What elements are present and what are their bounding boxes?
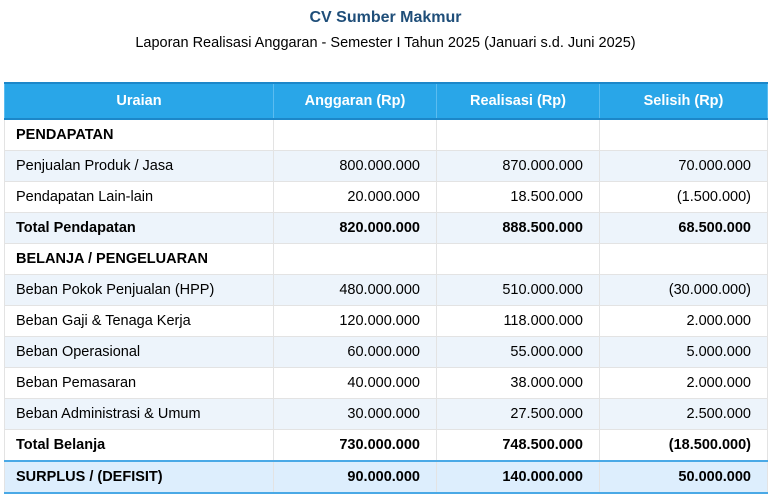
- cell-anggaran: 90.000.000: [274, 461, 437, 493]
- cell-selisih: 68.500.000: [600, 213, 768, 244]
- cell-realisasi: 140.000.000: [437, 461, 600, 493]
- cell-anggaran: 120.000.000: [274, 306, 437, 337]
- column-header-anggaran: Anggaran (Rp): [274, 83, 437, 119]
- table-row: [5, 275, 768, 306]
- budget-realization-table: [4, 82, 768, 494]
- cell-realisasi: 55.000.000: [437, 337, 600, 368]
- table-row: [5, 337, 768, 368]
- cell-selisih: 2.000.000: [600, 368, 768, 399]
- cell-selisih: (18.500.000): [600, 430, 768, 462]
- section-row: [5, 119, 768, 151]
- row-label: Penjualan Produk / Jasa: [5, 151, 274, 182]
- row-label: Beban Pemasaran: [5, 368, 274, 399]
- cell-selisih: [600, 244, 768, 275]
- cell-selisih: 50.000.000: [600, 461, 768, 493]
- table-row: [5, 399, 768, 430]
- cell-realisasi: 27.500.000: [437, 399, 600, 430]
- company-name: CV Sumber Makmur: [309, 9, 462, 26]
- cell-selisih: 70.000.000: [600, 151, 768, 182]
- row-label: Beban Operasional: [5, 337, 274, 368]
- cell-anggaran: 730.000.000: [274, 430, 437, 462]
- cell-anggaran: 60.000.000: [274, 337, 437, 368]
- table-row: [5, 368, 768, 399]
- table-row: [5, 151, 768, 182]
- row-label: SURPLUS / (DEFISIT): [5, 461, 274, 493]
- table-row: [5, 182, 768, 213]
- cell-anggaran: 30.000.000: [274, 399, 437, 430]
- cell-realisasi: 118.000.000: [437, 306, 600, 337]
- cell-realisasi: 870.000.000: [437, 151, 600, 182]
- report-subtitle: Laporan Realisasi Anggaran - Semester I Tahun 2025 (Januari s.d. Juni 2025): [135, 35, 636, 51]
- cell-realisasi: [437, 119, 600, 151]
- cell-realisasi: 510.000.000: [437, 275, 600, 306]
- section-row: [5, 244, 768, 275]
- row-label: BELANJA / PENGELUARAN: [5, 244, 274, 275]
- row-label: Beban Pokok Penjualan (HPP): [5, 275, 274, 306]
- cell-realisasi: 18.500.000: [437, 182, 600, 213]
- surplus-row: [5, 461, 768, 493]
- cell-anggaran: [274, 119, 437, 151]
- cell-realisasi: 748.500.000: [437, 430, 600, 462]
- cell-selisih: 5.000.000: [600, 337, 768, 368]
- row-label: Total Belanja: [5, 430, 274, 462]
- cell-anggaran: 800.000.000: [274, 151, 437, 182]
- table-body: [5, 119, 768, 493]
- cell-anggaran: 820.000.000: [274, 213, 437, 244]
- row-label: Beban Gaji & Tenaga Kerja: [5, 306, 274, 337]
- row-label: PENDAPATAN: [5, 119, 274, 151]
- cell-selisih: 2.000.000: [600, 306, 768, 337]
- row-label: Total Pendapatan: [5, 213, 274, 244]
- table-row: [5, 306, 768, 337]
- cell-anggaran: [274, 244, 437, 275]
- column-header-selisih: Selisih (Rp): [600, 83, 768, 119]
- cell-selisih: 2.500.000: [600, 399, 768, 430]
- cell-anggaran: 480.000.000: [274, 275, 437, 306]
- column-header-uraian: Uraian: [5, 83, 274, 119]
- cell-anggaran: 20.000.000: [274, 182, 437, 213]
- table-header-row: [5, 83, 768, 119]
- column-header-realisasi: Realisasi (Rp): [437, 83, 600, 119]
- cell-selisih: (1.500.000): [600, 182, 768, 213]
- cell-realisasi: 888.500.000: [437, 213, 600, 244]
- cell-realisasi: 38.000.000: [437, 368, 600, 399]
- row-label: Beban Administrasi & Umum: [5, 399, 274, 430]
- cell-realisasi: [437, 244, 600, 275]
- row-label: Pendapatan Lain-lain: [5, 182, 274, 213]
- cell-selisih: [600, 119, 768, 151]
- cell-selisih: (30.000.000): [600, 275, 768, 306]
- total-row: [5, 430, 768, 462]
- cell-anggaran: 40.000.000: [274, 368, 437, 399]
- total-row: [5, 213, 768, 244]
